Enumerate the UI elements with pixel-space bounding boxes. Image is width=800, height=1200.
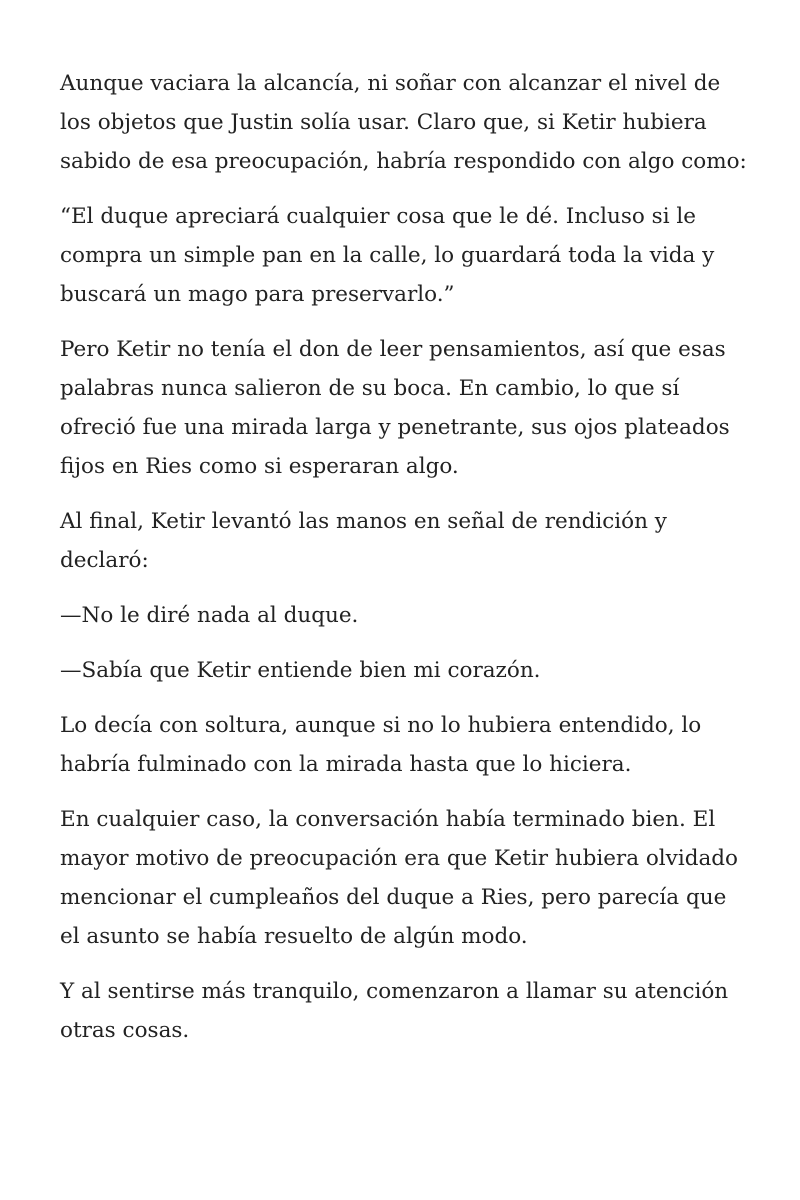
paragraph: En cualquier caso, la conversación había terminado bien. El mayor motivo de preocupación era que Ketir hubiera olvidado mencionar el cumpleaños del duque a Ries, pero parecía que el asunto se había resuelto de algún modo. bbox=[60, 807, 738, 949]
paragraph: “El duque apreciará cualquier cosa que le dé. Incluso si le compra un simple pan en la calle, lo guardará toda la vida y buscará un mago para preservarlo.” bbox=[60, 204, 715, 307]
reading-page bbox=[60, 64, 750, 1066]
paragraph: Lo decía con soltura, aunque si no lo hubiera entendido, lo habría fulminado con la mirada hasta que lo hiciera. bbox=[60, 713, 702, 777]
paragraph: Pero Ketir no tenía el don de leer pensamientos, así que esas palabras nunca salieron de su boca. En cambio, lo que sí ofreció fue una mirada larga y penetrante, sus ojos plateados fijos en Ries como si esperaran algo. bbox=[60, 337, 730, 479]
paragraph: Aunque vaciara la alcancía, ni soñar con alcanzar el nivel de los objetos que Justin solía usar. Claro que, si Ketir hubiera sabido de esa preocupación, habría respondido con algo como: bbox=[60, 71, 747, 174]
paragraph: —No le diré nada al duque. bbox=[60, 603, 359, 628]
paragraph: —Sabía que Ketir entiende bien mi corazón. bbox=[60, 658, 541, 683]
paragraph: Y al sentirse más tranquilo, comenzaron a llamar su atención otras cosas. bbox=[60, 979, 729, 1043]
paragraph: Al final, Ketir levantó las manos en señal de rendición y declaró: bbox=[60, 509, 667, 573]
